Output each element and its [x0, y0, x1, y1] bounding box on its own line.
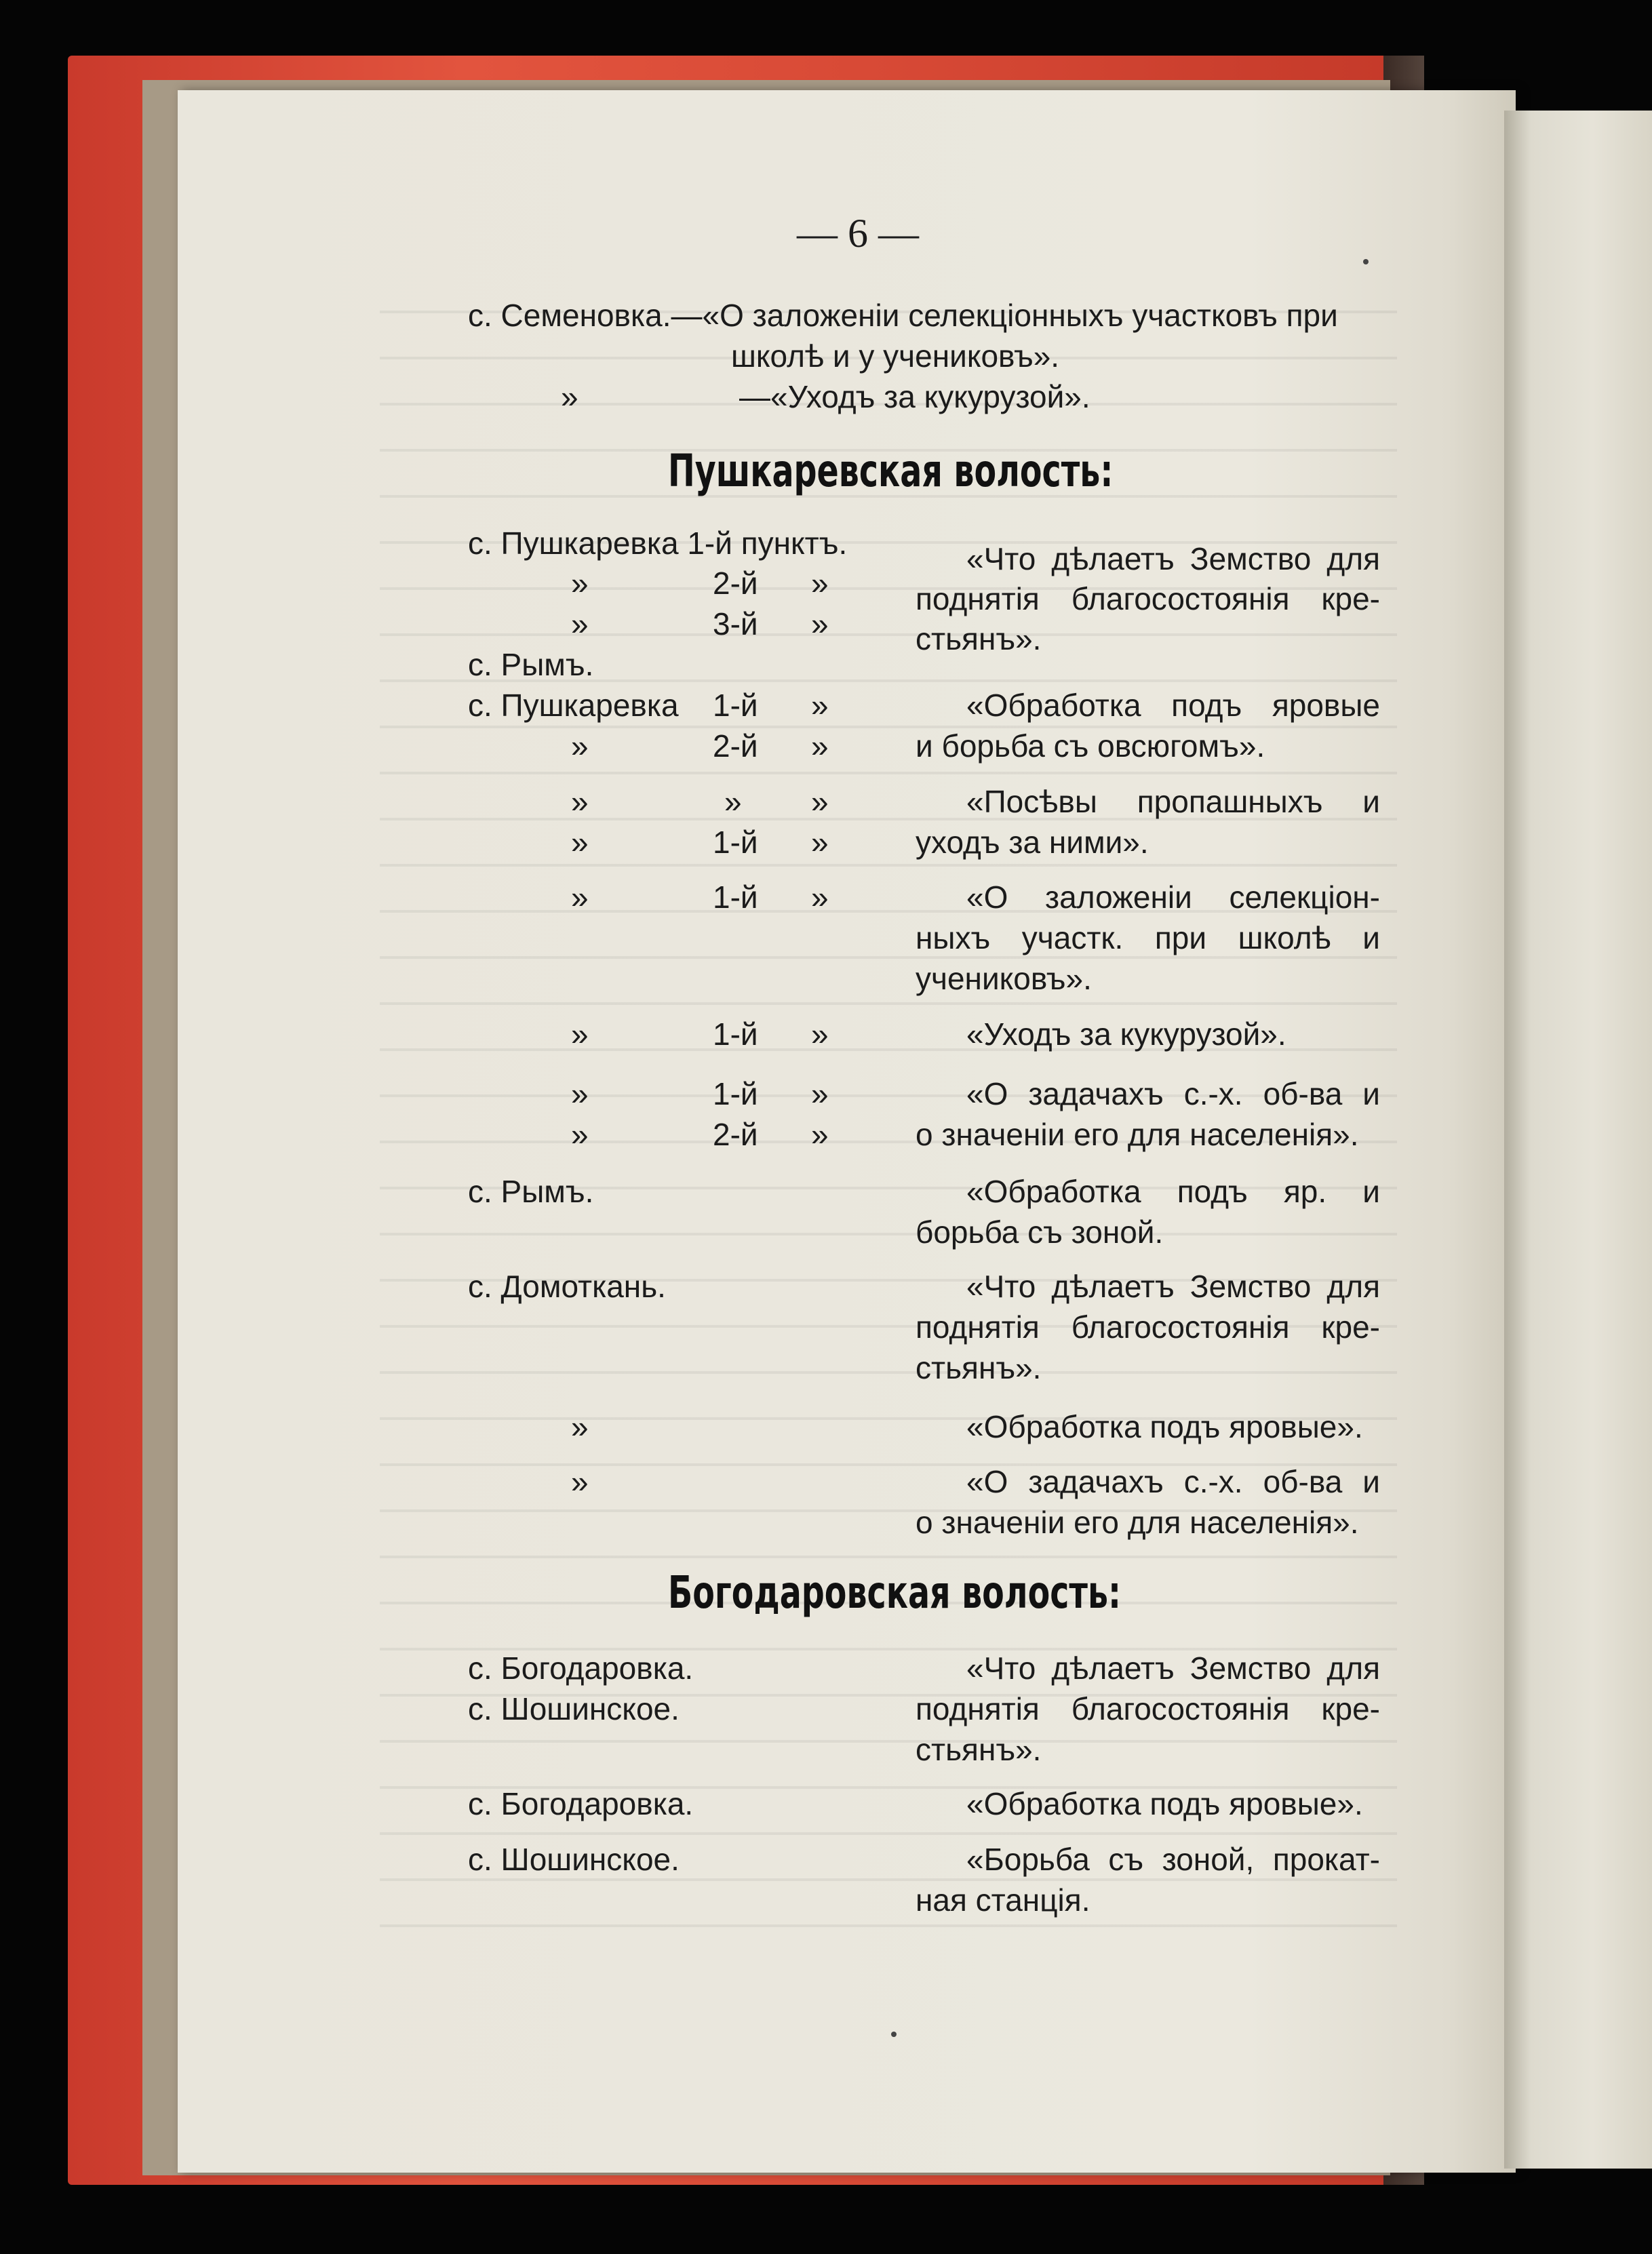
place-label: с. Рымъ.	[468, 1174, 594, 1209]
ditto-mark: »	[811, 606, 829, 641]
ditto-mark: »	[811, 1117, 829, 1152]
topic-line: «О заложеніи селекціон-	[966, 879, 1380, 915]
ditto-mark: »	[571, 606, 589, 641]
topic-line: «Борьба съ зоной, прокат-	[966, 1842, 1380, 1877]
topic-line: «Обработка подъ яровые».	[966, 1409, 1363, 1444]
topic-line: уходъ за ними».	[916, 825, 1149, 860]
ditto-mark: »	[571, 879, 589, 915]
point-number: 1-й	[713, 1016, 758, 1052]
topic-line: и борьба съ овсюгомъ».	[916, 728, 1265, 764]
topic-line: «О задачахъ с.-х. об-ва и	[966, 1076, 1380, 1111]
ditto-mark: »	[724, 784, 742, 819]
ditto-mark: »	[571, 784, 589, 819]
topic-line: «Что дѣлаетъ Земство для	[966, 541, 1380, 576]
intro-line-2: школѣ и у учениковъ».	[731, 338, 1060, 374]
topic-line: «Обработка подъ яр. и	[966, 1174, 1380, 1209]
ditto-mark: »	[571, 1016, 589, 1052]
intro-line-3: —«Уходъ за кукурузой».	[739, 379, 1090, 414]
ditto-mark: »	[811, 784, 829, 819]
topic-line: поднятія благосостоянія кре-	[916, 581, 1380, 616]
topic-line: «Посѣвы пропашныхъ и	[966, 784, 1380, 819]
point-number: 2-й	[713, 566, 758, 601]
ditto-mark: »	[811, 825, 829, 860]
point-number: 3-й	[713, 606, 758, 641]
topic-line: «О задачахъ с.-х. об-ва и	[966, 1464, 1380, 1499]
ditto-mark: »	[571, 1076, 589, 1111]
topic-line: о значеніи его для населенія».	[916, 1117, 1359, 1152]
point-number: 1-й	[713, 879, 758, 915]
point-number: 2-й	[713, 1117, 758, 1152]
topic-line: стьянъ».	[916, 1732, 1042, 1767]
place-label: с. Домоткань.	[468, 1269, 666, 1304]
section-heading-pushkarevka: Пушкаревская волость:	[668, 445, 1114, 497]
topic-line: стьянъ».	[916, 621, 1042, 656]
place-label: с. Богодаровка.	[468, 1650, 694, 1686]
section-heading-bogodarovka: Богодаровская волость:	[668, 1566, 1122, 1619]
place-label: с. Богодаровка.	[468, 1786, 694, 1821]
topic-line: борьба съ зоной.	[916, 1214, 1164, 1250]
topic-line: «Обработка подъ яровые	[966, 688, 1380, 723]
place-label: с. Рымъ.	[468, 647, 594, 682]
ink-speck	[1363, 259, 1369, 264]
topic-line: учениковъ».	[916, 961, 1092, 996]
topic-line: «Что дѣлаетъ Земство для	[966, 1650, 1380, 1686]
ditto-mark: »	[811, 1016, 829, 1052]
ditto-mark: »	[571, 728, 589, 764]
ditto-mark: »	[811, 879, 829, 915]
topic-line: ныхъ участк. при школѣ и	[916, 920, 1380, 955]
ditto-mark: »	[811, 728, 829, 764]
topic-line: «Что дѣлаетъ Земство для	[966, 1269, 1380, 1304]
topic-line: поднятія благосостоянія кре-	[916, 1309, 1380, 1345]
topic-line: поднятія благосостоянія кре-	[916, 1691, 1380, 1726]
ditto-mark: »	[811, 1076, 829, 1111]
point-number: 1-й	[713, 1076, 758, 1111]
topic-line: «Уходъ за кукурузой».	[966, 1016, 1286, 1052]
ditto-mark: »	[571, 1464, 589, 1499]
place-label: с. Шошинское.	[468, 1691, 680, 1726]
point-number: 1-й	[713, 688, 758, 723]
intro-line-1: с. Семеновка.—«О заложеніи селекціонныхъ участковъ при	[468, 298, 1338, 333]
point-number: 2-й	[713, 728, 758, 764]
ditto-mark: »	[571, 1117, 589, 1152]
place-label: с. Пушкаревка	[468, 688, 679, 723]
ink-speck	[891, 2032, 897, 2037]
point-number: 1-й	[713, 825, 758, 860]
ditto-mark: »	[811, 688, 829, 723]
ditto-mark: »	[811, 566, 829, 601]
topic-line: о значеніи его для населенія».	[916, 1505, 1359, 1540]
next-page-edge	[1504, 111, 1652, 2169]
place-label: с. Пушкаревка 1-й пунктъ.	[468, 526, 848, 561]
topic-line: ная станція.	[916, 1882, 1090, 1918]
place-label: с. Шошинское.	[468, 1842, 680, 1877]
ditto-mark: »	[571, 566, 589, 601]
ditto-mark: »	[571, 825, 589, 860]
page-number: — 6 —	[797, 211, 919, 256]
topic-line: «Обработка подъ яровые».	[966, 1786, 1363, 1821]
ditto-mark: »	[571, 1409, 589, 1444]
intro-ditto: »	[561, 379, 578, 414]
topic-line: стьянъ».	[916, 1350, 1042, 1385]
